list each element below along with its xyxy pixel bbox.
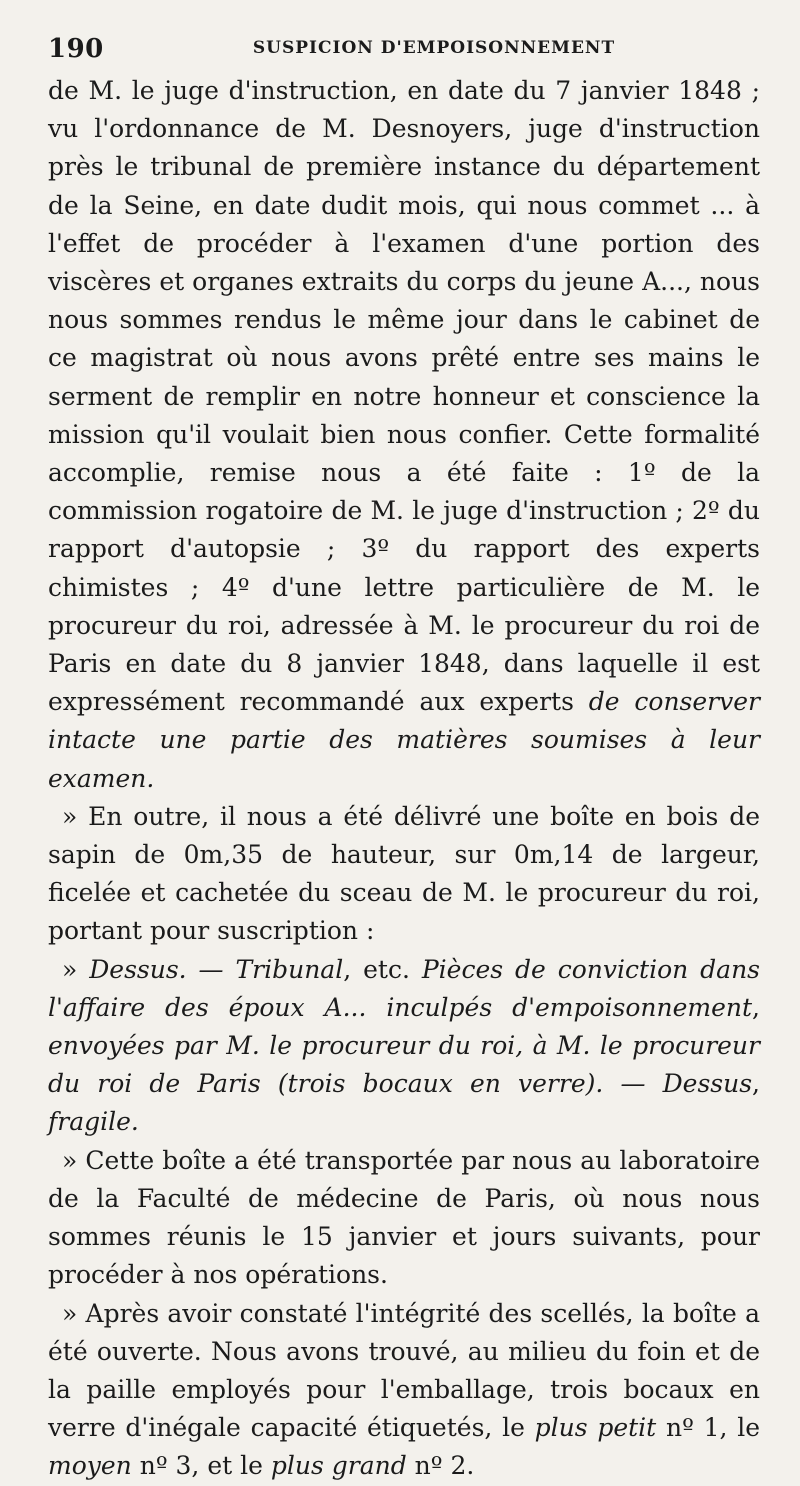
paragraph-5-text-d: nº 2. bbox=[406, 1451, 475, 1481]
paragraph-3-fragile: fragile. bbox=[48, 1107, 139, 1137]
running-title: SUSPICION D'EMPOISONNEMENT bbox=[252, 38, 616, 58]
page-number: 190 bbox=[48, 34, 104, 64]
paragraph-1-italic-text: de conserver intacte une partie des matières soumises à leur examen. bbox=[48, 687, 760, 793]
paragraph-3-comma-2: , bbox=[752, 1069, 760, 1099]
paragraph-5-moyen: moyen bbox=[48, 1451, 132, 1481]
paragraph-3-dessus: Dessus. — Tribunal bbox=[89, 954, 344, 984]
paragraph-2: » En outre, il nous a été délivré une boîte en bois de sapin de 0m,35 de hauteur, sur 0m,14 de largeur, ficelée et cachetée du sceau de M. le procureur du roi, portant pour suscription : bbox=[48, 801, 760, 946]
paragraph-5-text-a: » Après avoir constaté l'intégrité des scellés, la boîte a été ouverte. Nous avons trouvé, au milieu du foin et de la paille employés pour l'emballage, trois bocaux en verre d'inégale capacité étiquetés, le bbox=[48, 1298, 760, 1443]
body-text bbox=[48, 72, 760, 1486]
paragraph-5-text-c: nº 3, et le bbox=[131, 1451, 271, 1481]
running-head bbox=[48, 30, 760, 70]
paragraph-3-lead: » bbox=[62, 954, 90, 984]
paragraph-3-pieces: Pièces de conviction dans l'affaire des époux A... inculpés d'empoisonnement bbox=[48, 954, 760, 1022]
paragraph-3-comma: , bbox=[752, 992, 760, 1022]
paragraph-3-etc: , etc. bbox=[343, 954, 422, 984]
paragraph-3-envoyees: envoyées par M. le procureur du roi, à M. le procureur du roi de Paris bbox=[48, 1031, 760, 1099]
paragraph-3-bocaux: (trois bocaux en verre). — Dessus bbox=[277, 1069, 753, 1099]
paragraph-1-text: de M. le juge d'instruction, en date du 7 janvier 1848 ; vu l'ordonnance de M. Desnoyers, juge d'instruction près le tribunal de première instance du département de la Seine, en date dudit mois, qui nous commet ... à l'effet de procéder à l'examen d'une portion des viscères et organes extraits du corps du jeune A..., nous nous sommes rendus le même jour dans le cabinet de ce magistrat où nous avons prêté entre ses mains le serment de remplir en notre honneur et conscience la mission qu'il voulait bien nous confier. Cette formalité accomplie, remise nous a été faite : 1º de la commission rogatoire de M. le juge d'instruction ; 2º du rapport d'autopsie ; 3º du rapport des experts chimistes ; 4º d'une lettre particulière de M. le procureur du roi, adressée à M. le procureur du roi de Paris en date du 8 janvier 1848, dans laquelle il est expressément recommandé aux experts bbox=[48, 76, 760, 717]
paragraph-4: » Cette boîte a été transportée par nous au laboratoire de la Faculté de médecine de Paris, où nous nous sommes réunis le 15 janvier et jours suivants, pour procéder à nos opérations. bbox=[48, 1145, 760, 1290]
paragraph-3-space bbox=[261, 1069, 278, 1098]
paragraph-3 bbox=[48, 951, 760, 1142]
paragraph-1 bbox=[48, 72, 760, 798]
paragraph-5-plus-grand: plus grand bbox=[270, 1451, 407, 1481]
paragraph-5-plus-petit: plus petit bbox=[534, 1413, 657, 1443]
paragraph-5 bbox=[48, 1295, 760, 1486]
paragraph-5-text-b: nº 1, le bbox=[656, 1413, 760, 1443]
